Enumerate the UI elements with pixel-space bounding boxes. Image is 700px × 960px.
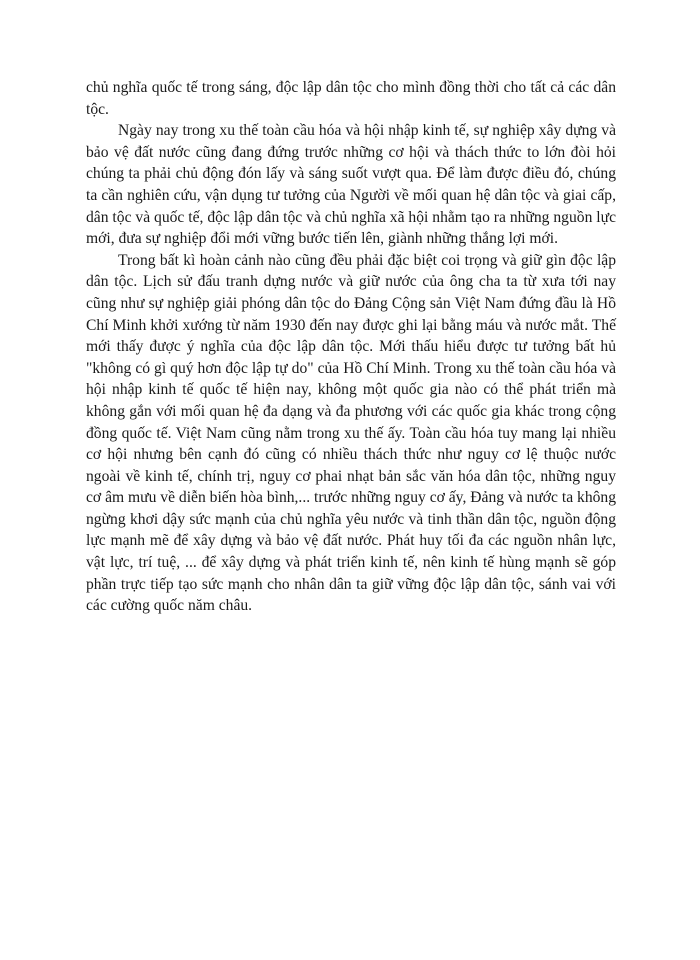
paragraph-independence: Trong bất kì hoàn cảnh nào cũng đều phải đặc biệt coi trọng và giữ gìn độc lập dân tộc. Lịch sử đấu tranh dựng nước và giữ nước của ông cha ta từ xưa tới nay cũng như sự nghiệp giải phóng dân tộc do Đảng Cộng sản Việt Nam đứng đầu là Hồ Chí Minh khởi xướng từ năm 1930 đến nay được ghi lại bằng máu và nước mắt. Thế mới thấy được ý nghĩa của độc lập dân tộc. Mới thấu hiểu được tư tưởng bất hủ "không có gì quý hơn độc lập tự do" của Hồ Chí Minh. Trong xu thế toàn cầu hóa và hội nhập kinh tế quốc tế hiện nay, không một quốc gia nào có thể phát triển mà không gắn với mối quan hệ đa dạng và đa phương với các quốc gia khác trong cộng đồng quốc tế. Việt Nam cũng nằm trong xu thế ấy. Toàn cầu hóa tuy mang lại nhiều cơ hội nhưng bên cạnh đó cũng có nhiều thách thức như nguy cơ lệ thuộc nước ngoài về kinh tế, chính trị, nguy cơ phai nhạt bản sắc văn hóa dân tộc, những nguy cơ âm mưu về diễn biến hòa bình,... trước những nguy cơ ấy, Đảng và nước ta không ngừng khơi dậy sức mạnh của chủ nghĩa yêu nước và tinh thần dân tộc, nguồn động lực mạnh mẽ để xây dựng và bảo vệ đất nước. Phát huy tối đa các nguồn nhân lực, vật lực, trí tuệ, ... để xây dựng và phát triển kinh tế, nên kinh tế hùng mạnh sẽ góp phần trực tiếp tạo sức mạnh cho nhân dân ta giữ vững độc lập dân tộc, sánh vai với các cường quốc năm châu. — [86, 251, 617, 615]
document-page — [86, 77, 616, 617]
paragraph-continuation: chủ nghĩa quốc tế trong sáng, độc lập dân tộc cho mình đồng thời cho tất cả các dân tộc. — [86, 79, 616, 118]
paragraph-globalization: Ngày nay trong xu thế toàn cầu hóa và hội nhập kinh tế, sự nghiệp xây dựng và bảo vệ đất nước cũng đang đứng trước những cơ hội và thách thức to lớn đòi hỏi chúng ta phải chủ động đón lấy và sáng suốt vượt qua. Để làm được điều đó, chúng ta cần nghiên cứu, vận dụng tư tưởng của Người về mối quan hệ dân tộc và giai cấp, dân tộc và quốc tế, độc lập dân tộc và chủ nghĩa xã hội nhằm tạo ra những nguồn lực mới, đưa sự nghiệp đổi mới vững bước tiến lên, giành những thắng lợi mới. — [86, 122, 616, 248]
